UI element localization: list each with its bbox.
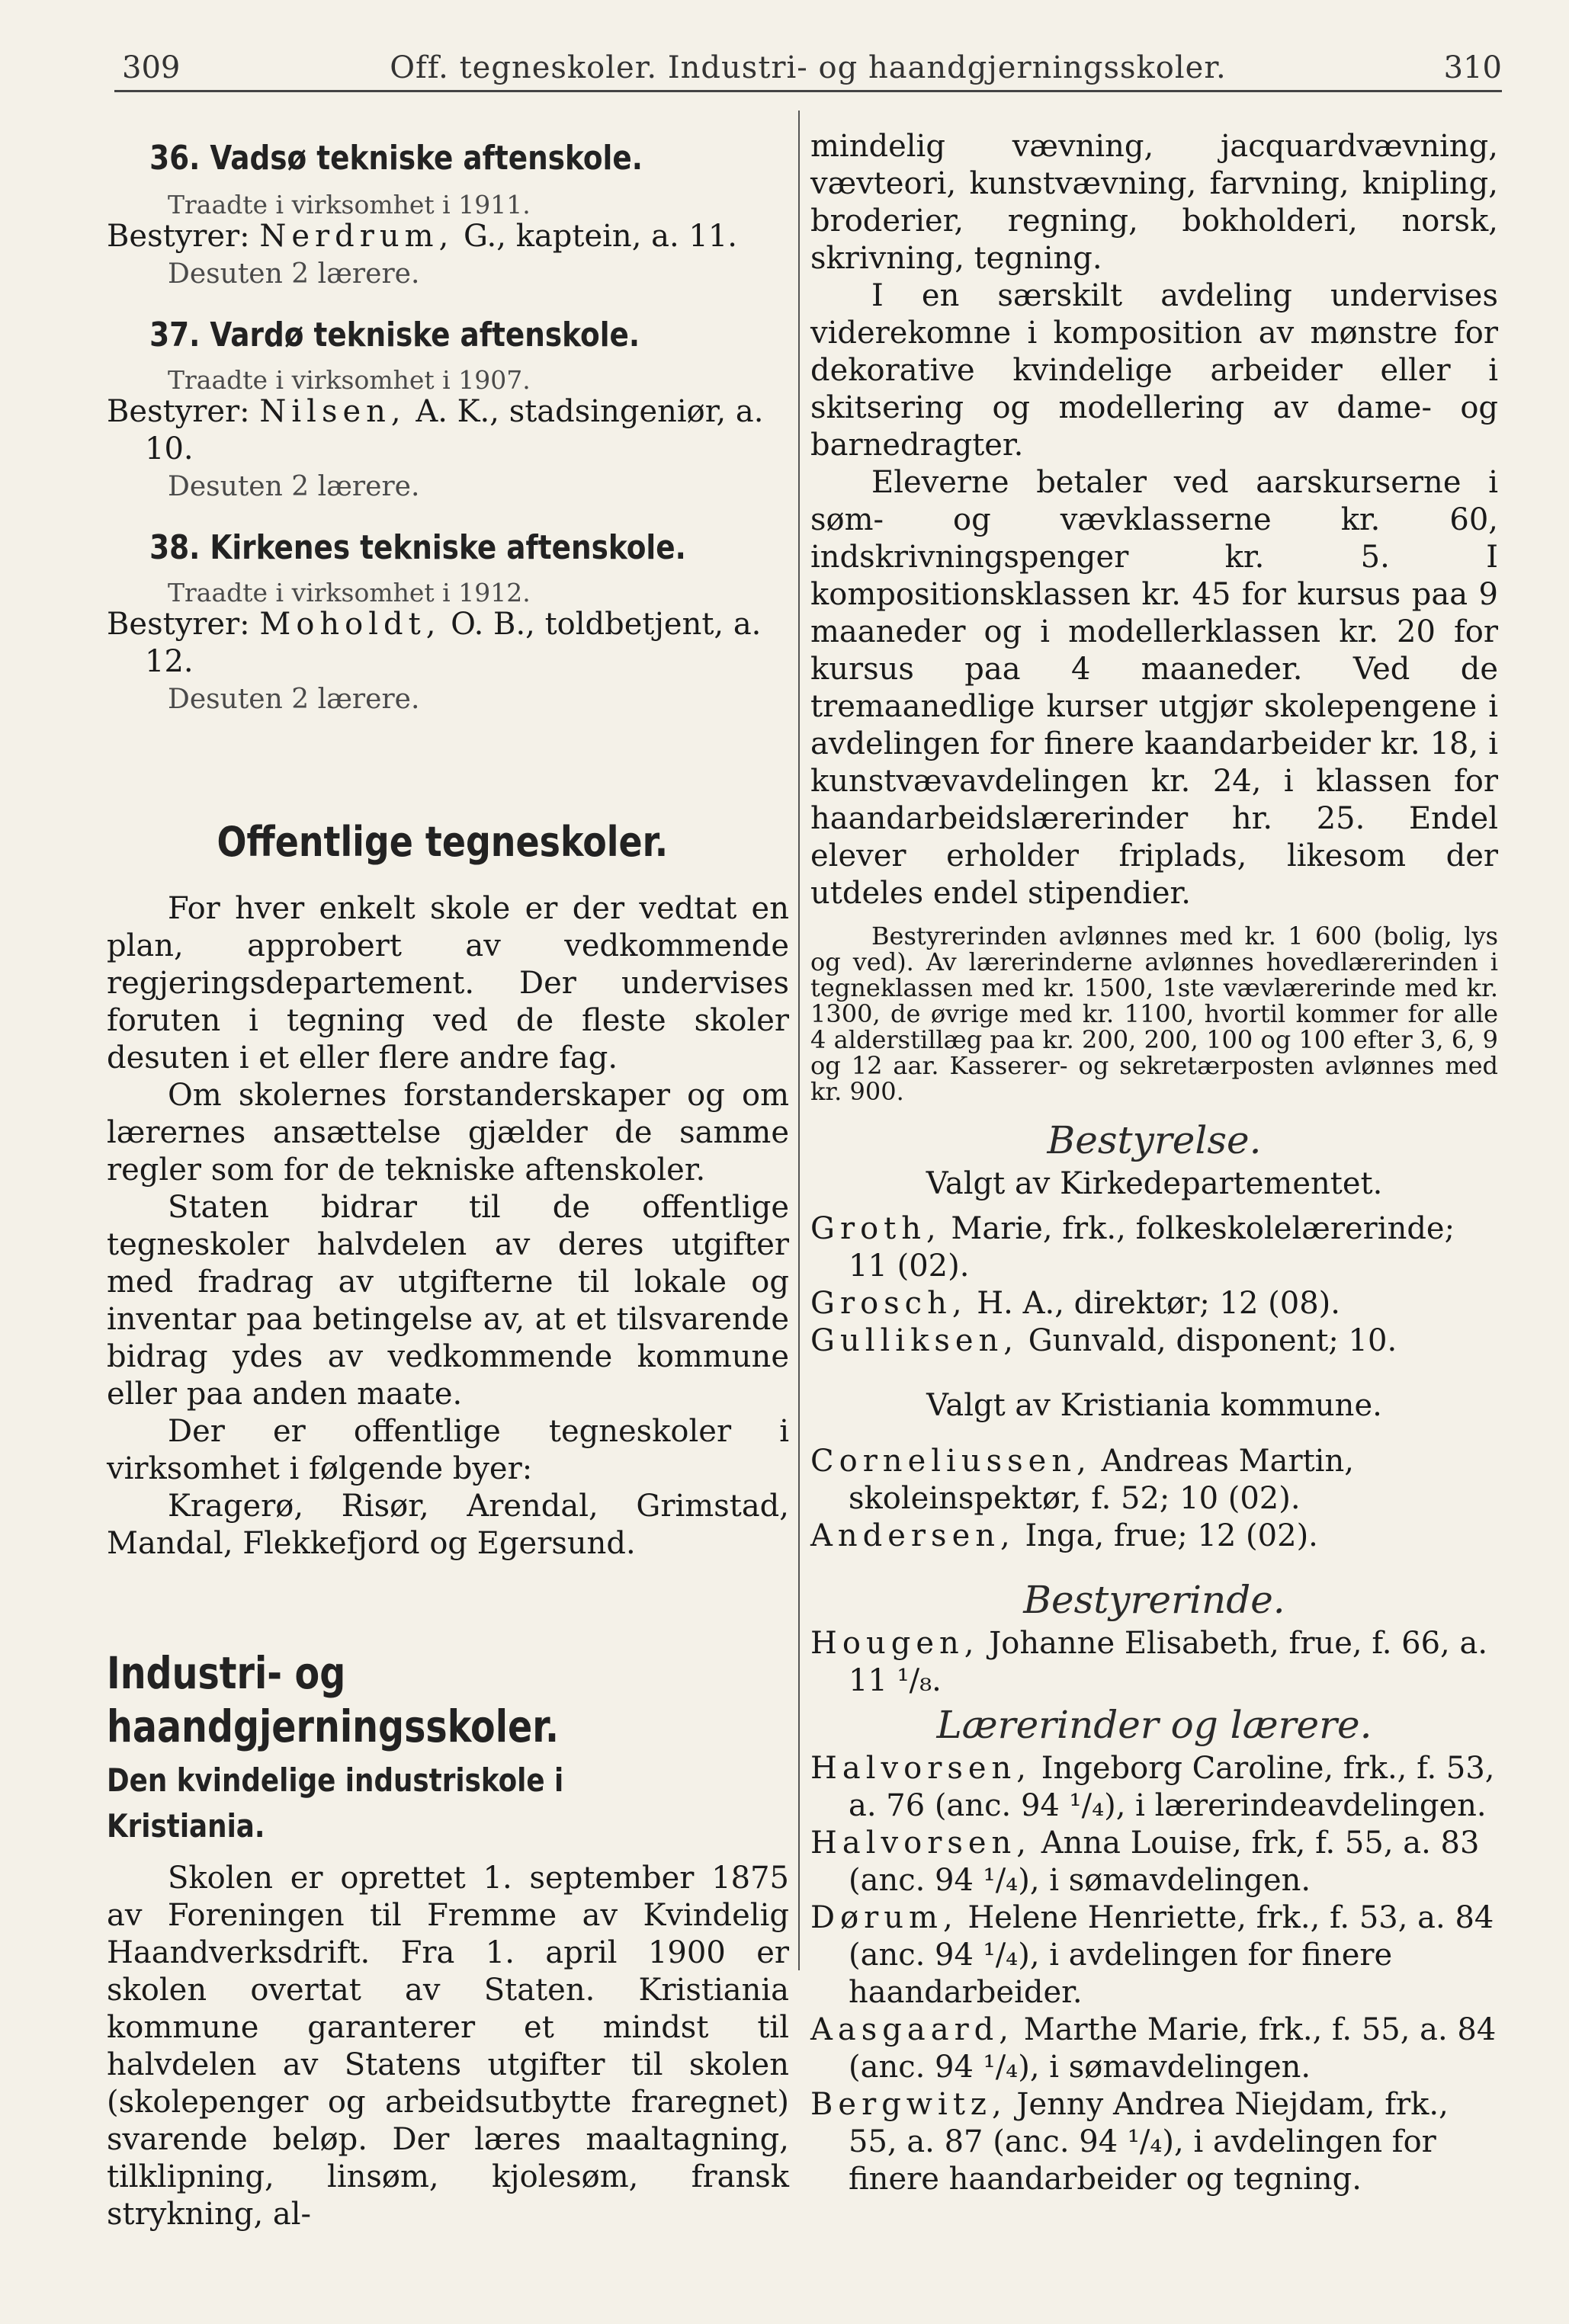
column-divider	[798, 111, 800, 1970]
director-entry	[810, 1625, 1498, 1700]
board-member	[810, 1210, 1498, 1285]
member-detail: Gunvald, disponent; 10.	[1019, 1323, 1397, 1358]
page-number-right: 310	[1443, 50, 1502, 85]
member-name: Grosch,	[810, 1286, 967, 1321]
member-name: Groth,	[810, 1211, 942, 1246]
right-column	[810, 114, 1498, 2198]
section-heading-36: 36. Vadsø tekniske aftenskole.	[149, 139, 643, 178]
leader-name: Moholdt,	[259, 607, 441, 642]
member-name: Gulliksen,	[810, 1323, 1019, 1358]
section-heading-38: 38. Kirkenes tekniske aftenskole.	[149, 528, 686, 567]
member-detail: Johanne Elisabeth, frue, f. 66, a. 11 ¹/₈.	[849, 1626, 1488, 1698]
member-detail: Ingeborg Caroline, frk., f. 53, a. 76 (anc. 94 ¹/₄), i lærerindeavdelingen.	[849, 1751, 1495, 1823]
offentlige-heading: Offentlige tegneskoler.	[217, 818, 669, 866]
extra-text-37: Desuten 2 lærere.	[168, 471, 420, 502]
industri-heading: Industri- og haandgjerningsskoler.	[107, 1647, 560, 1752]
leader-label: Bestyrer:	[107, 394, 260, 429]
board-member	[810, 1518, 1498, 1555]
member-name: Corneliussen,	[810, 1444, 1092, 1479]
leader-line-38	[107, 606, 789, 681]
teacher-entry	[810, 1825, 1498, 1899]
running-header	[114, 44, 1502, 90]
member-detail: Inga, frue; 12 (02).	[1015, 1518, 1318, 1553]
member-detail: Helene Henriette, frk., f. 53, a. 84 (anc. 94 ¹/₄), i avdelingen for finere haandarbeider.	[849, 1900, 1494, 2010]
right-para-1: mindelig vævning, jacquardvævning, vævteori, kunstvævning, farvning, knipling, broderier, regning, bokholderi, norsk, skrivning, tegning.	[810, 129, 1498, 276]
board-subheading-2: Valgt av Kristiania kommune.	[926, 1388, 1382, 1423]
leader-name: Nerdrum,	[259, 219, 454, 254]
member-detail: Anna Louise, frk, f. 55, a. 83 (anc. 94 ¹/₄), i sømavdelingen.	[849, 1826, 1480, 1898]
header-rule	[114, 90, 1502, 92]
teacher-entry	[810, 2086, 1498, 2198]
offentlige-para-4: Der er offentlige tegneskoler i virksomhet i følgende byer:	[107, 1414, 789, 1486]
teachers-heading: Lærerinder og lærere.	[936, 1703, 1372, 1747]
leader-detail: O. B., toldbetjent, a. 12.	[145, 607, 762, 679]
leader-detail: G., kaptein, a. 11.	[454, 219, 738, 254]
leader-label: Bestyrer:	[107, 219, 260, 254]
salary-note: Bestyrerinden avlønnes med kr. 1 600 (bolig, lys og ved). Av lærerinderne avlønnes hovedlærerinden i tegneklassen med kr. 1500, 1ste vævlærerinde med kr. 1300, de øvrige med kr. 1100, hvortil kommer for alle 4 alderstillæg paa kr. 200, 200, 100 og 100 efter 3, 6, 9 og 12 aar. Kasserer- og sekretærposten avlønnes med kr. 900.	[810, 922, 1498, 1106]
member-detail: H. A., direktør; 12 (08).	[967, 1286, 1340, 1321]
offentlige-para-5: Kragerø, Risør, Arendal, Grimstad, Mandal, Flekkefjord og Egersund.	[107, 1489, 789, 1561]
member-detail: Andreas Martin, skoleinspektør, f. 52; 10 (02).	[849, 1444, 1354, 1516]
board-subheading-1: Valgt av Kirkedepartementet.	[926, 1166, 1383, 1201]
member-name: Dørum,	[810, 1900, 958, 1935]
teacher-entry	[810, 1899, 1498, 2011]
member-name: Halvorsen,	[810, 1751, 1032, 1786]
leader-line-36	[107, 218, 789, 255]
board-member	[810, 1285, 1498, 1322]
running-title: Off. tegneskoler. Industri- og haandgjerningsskoler.	[390, 50, 1227, 85]
teacher-entry	[810, 2011, 1498, 2086]
board-heading: Bestyrelse.	[1047, 1118, 1262, 1162]
industri-para-1: Skolen er oprettet 1. september 1875 av Foreningen til Fremme av Kvindelig Haandverksdrift. Fra 1. april 1900 er skolen overtat av Staten. Kristiania kommune garanterer et mindst til halvdelen av Statens utgifter til skolen (skolepenger og arbeidsutbytte fraregnet) svarende beløp. Der læres maaltagning, tilklipning, linsøm, kjolesøm, fransk strykning, al-	[107, 1861, 789, 2232]
offentlige-para-1: For hver enkelt skole er der vedtat en plan, approbert av vedkommende regjeringsdepartement. Der undervises foruten i tegning ved de fleste skoler desuten i et eller flere andre fag.	[107, 891, 789, 1075]
offentlige-para-2: Om skolernes forstanderskaper og om lærernes ansættelse gjælder de samme regler som for de tekniske aftenskoler.	[107, 1078, 789, 1188]
left-column	[107, 114, 789, 2233]
offentlige-para-3: Staten bidrar til de offentlige tegneskoler halvdelen av deres utgifter med fradrag av utgifterne til lokale og inventar paa betingelse av, at et tilsvarende bidrag ydes av vedkommende kommune eller paa anden maate.	[107, 1190, 789, 1412]
member-name: Andersen,	[810, 1518, 1016, 1553]
started-text-38: Traadte i virksomhet i 1912.	[168, 578, 531, 607]
teacher-entry	[810, 1750, 1498, 1825]
right-para-3: Eleverne betaler ved aarskurserne i søm- og vævklasserne kr. 60, indskrivningspenger kr. 5. I kompositionsklassen kr. 45 for kursus paa 9 maaneder og i modellerklassen kr. 20 for kursus paa 4 maaneder. Ved de tremaanedlige kurser utgjør skolepengene i avdelingen for finere kaandarbeider kr. 18, i kunstvævavdelingen kr. 24, i klassen for haandarbeidslærerinder hr. 25. Endel elever erholder friplads, likesom der utdeles endel stipendier.	[810, 465, 1498, 911]
started-text-36: Traadte i virksomhet i 1911.	[168, 190, 531, 220]
board-member	[810, 1322, 1498, 1360]
section-heading-37: 37. Vardø tekniske aftenskole.	[149, 316, 640, 354]
member-name: Bergwitz,	[810, 2087, 1007, 2122]
industri-subheading: Den kvindelige industriskole i Kristiania.	[107, 1761, 564, 1845]
member-name: Hougen,	[810, 1626, 980, 1661]
leader-label: Bestyrer:	[107, 607, 260, 642]
page-number-left: 309	[122, 50, 181, 85]
director-heading: Bestyrerinde.	[1023, 1578, 1285, 1622]
right-para-2: I en særskilt avdeling undervises viderekomne i komposition av mønstre for dekorative kvindelige arbeider eller i skitsering og modellering av dame- og barnedragter.	[810, 278, 1498, 463]
member-detail: Marie, frk., folkeskolelærerinde; 11 (02).	[849, 1211, 1455, 1284]
member-name: Aasgaard,	[810, 2012, 1015, 2047]
member-detail: Marthe Marie, frk., f. 55, a. 84 (anc. 94 ¹/₄), i sømavdelingen.	[849, 2012, 1497, 2085]
started-text-37: Traadte i virksomhet i 1907.	[168, 365, 531, 395]
board-member	[810, 1443, 1498, 1518]
member-name: Halvorsen,	[810, 1826, 1032, 1861]
leader-name: Nilsen,	[259, 394, 406, 429]
leader-detail: A. K., stadsingeniør, a. 10.	[145, 394, 764, 466]
leader-line-37	[107, 393, 789, 468]
member-detail: Jenny Andrea Niejdam, frk., 55, a. 87 (anc. 94 ¹/₄), i avdelingen for finere haandarbeider og tegning.	[849, 2087, 1449, 2197]
extra-text-36: Desuten 2 lærere.	[168, 258, 420, 290]
extra-text-38: Desuten 2 lærere.	[168, 684, 420, 715]
